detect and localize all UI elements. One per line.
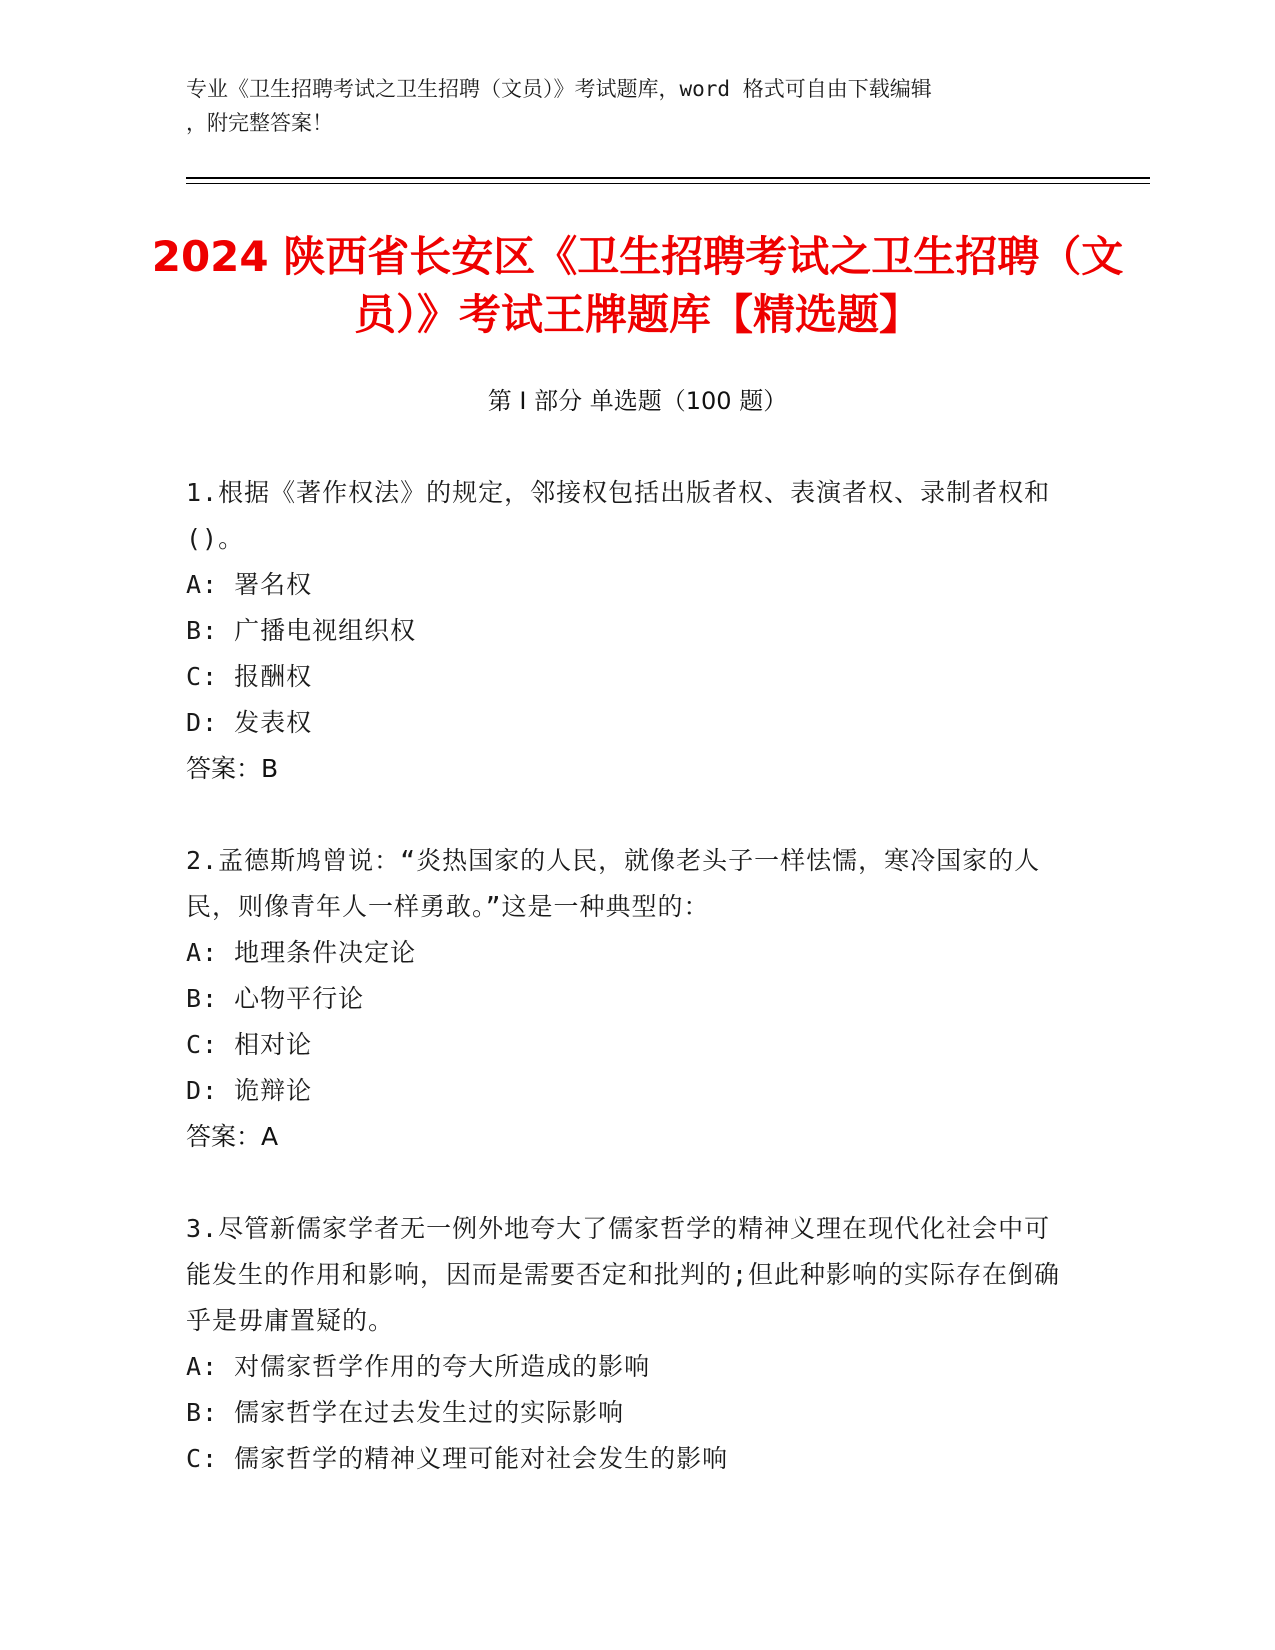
option-b: B: 广播电视组织权 [186, 616, 417, 645]
option-d: D: 诡辩论 [186, 1076, 313, 1105]
header-divider-thick [186, 177, 1150, 179]
header-note: 专业《卫生招聘考试之卫生招聘（文员）》考试题库，word 格式可自由下载编辑 ，附完整答案！ [186, 77, 932, 135]
option-b: B: 儒家哲学在过去发生过的实际影响 [186, 1398, 625, 1427]
option-a: A: 对儒家哲学作用的夸大所造成的影响 [186, 1352, 651, 1381]
question-stem: 1.根据《著作权法》的规定，邻接权包括出版者权、表演者权、录制者权和()。 [186, 478, 1051, 553]
answer-line: 答案：A [186, 1122, 279, 1151]
question-2 [186, 838, 1066, 1160]
option-a: A: 地理条件决定论 [186, 938, 417, 967]
section-heading: 第 I 部分 单选题（100 题） [487, 387, 788, 415]
option-c: C: 报酬权 [186, 662, 313, 691]
question-1 [186, 470, 1066, 792]
option-d: D: 发表权 [186, 708, 313, 737]
question-3 [186, 1206, 1066, 1482]
option-a: A: 署名权 [186, 570, 313, 599]
header-divider-thin [186, 183, 1150, 184]
question-list [186, 470, 1066, 1528]
option-b: B: 心物平行论 [186, 984, 365, 1013]
answer-line: 答案：B [186, 754, 279, 783]
option-c: C: 儒家哲学的精神义理可能对社会发生的影响 [186, 1444, 729, 1473]
question-stem: 3.尽管新儒家学者无一例外地夸大了儒家哲学的精神义理在现代化社会中可能发生的作用和影响，因而是需要否定和批判的;但此种影响的实际存在倒确乎是毋庸置疑的。 [186, 1214, 1061, 1335]
option-c: C: 相对论 [186, 1030, 313, 1059]
document-title: 2024 陕西省长安区《卫生招聘考试之卫生招聘（文员）》考试王牌题库【精选题】 [151, 232, 1124, 339]
question-stem: 2.孟德斯鸠曾说：“炎热国家的人民，就像老头子一样怯懦，寒冷国家的人民，则像青年人一样勇敢。”这是一种典型的： [186, 846, 1041, 921]
